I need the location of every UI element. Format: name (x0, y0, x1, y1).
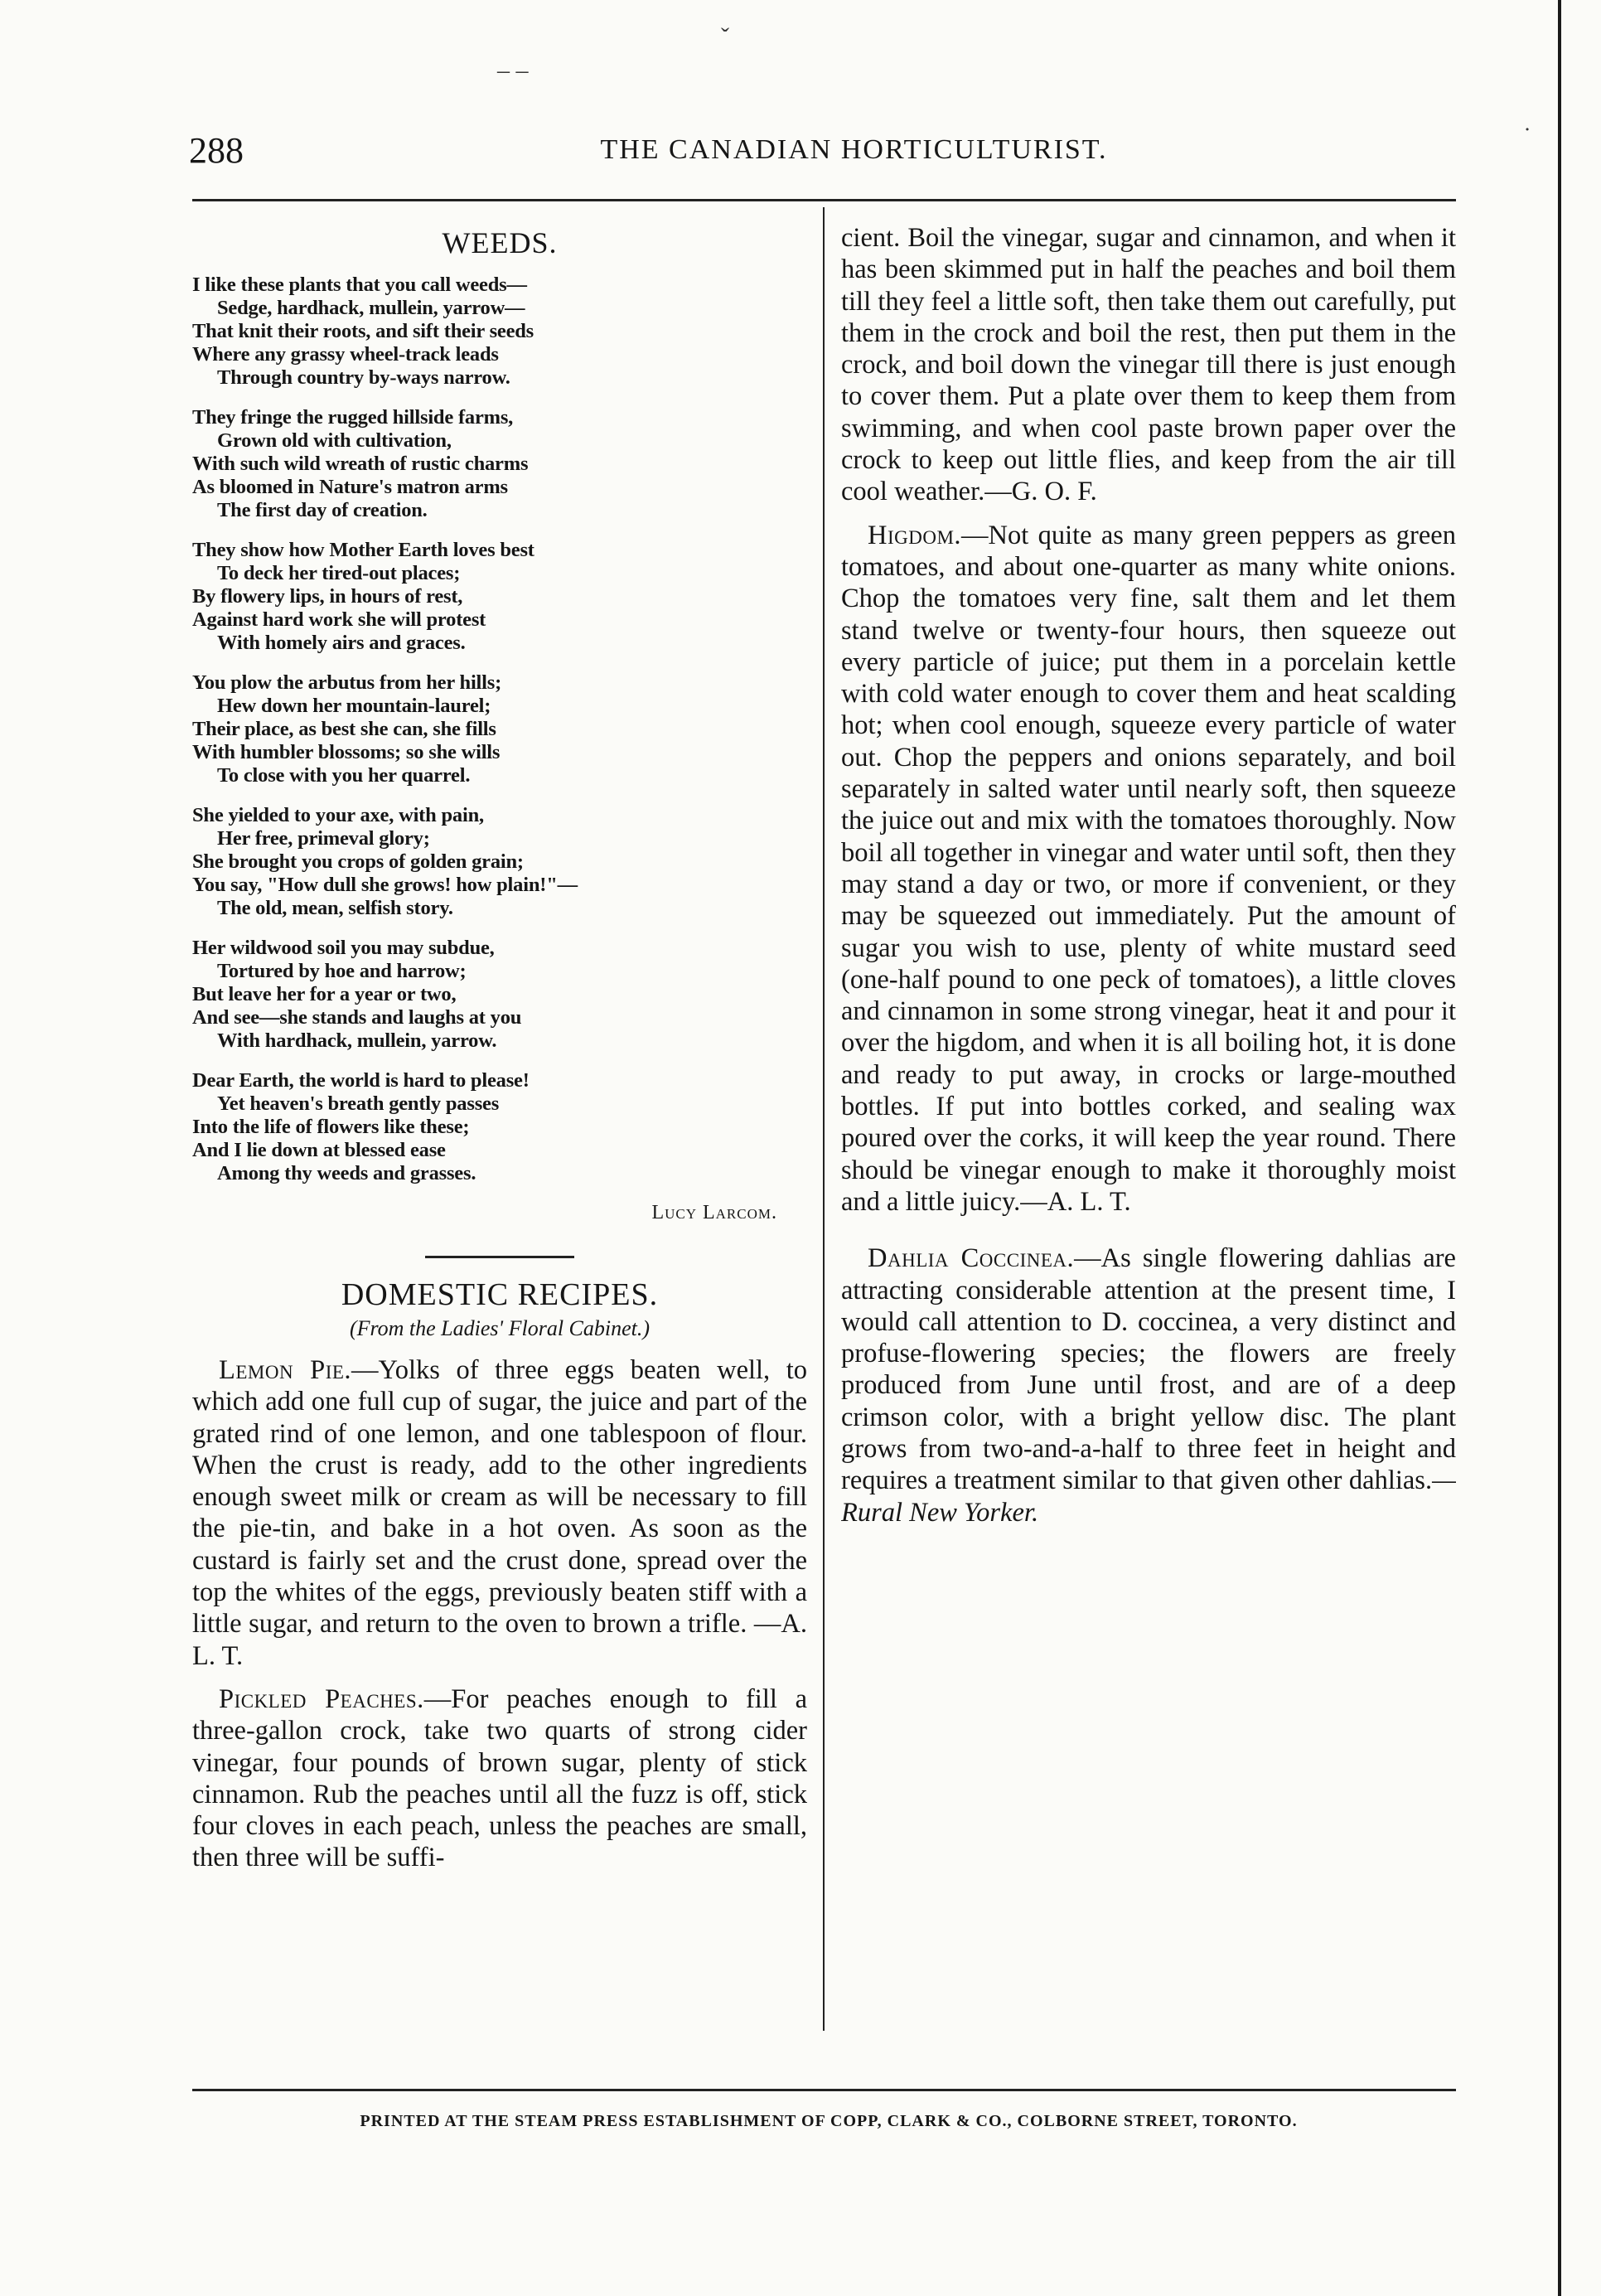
left-column (192, 222, 807, 2013)
poem-line: And see—she stands and laughs at you (192, 1006, 522, 1029)
poem-line: Among thy weeds and grasses. (217, 1162, 476, 1184)
article-dahlia (841, 1242, 1456, 1528)
poem-line: She brought you crops of golden grain; (192, 850, 524, 873)
poem-line: I like these plants that you call weeds— (192, 274, 527, 296)
article-text: —As single flowering dahlias are attracting considerable attention at the present time, I would call attention to D. coccinea, a very distinct and profuse-flowering species; the flowers are freely produced from June until frost, and are of a deep crimson color, with a bright yellow disc. The plant grows from two-and-a-half to three feet in height and requires a treatment similar to that given other dahlias. (841, 1243, 1456, 1496)
poem-line: With such wild wreath of rustic charms (192, 453, 529, 475)
poem-stanza (192, 671, 807, 787)
column-divider (823, 207, 825, 2031)
recipe-pickled-peaches-continued: cient. Boil the vinegar, sugar and cinnamon, and when it has been skimmed put in half the peaches and boil them till they feel a little soft, then take them out carefully, put them in the crock and boil the rest, then put them in the crock, and boil down the vinegar till there is just enough to cover them. Put a plate over them to keep them from swimming, and when cool paste brown paper over the crock to keep out little flies, and keep from the air till cool weather.—G. O. F. (841, 223, 1456, 507)
recipe-heading: Higdom. (868, 520, 962, 550)
recipe-text: —Not quite as many green peppers as green tomatoes, and about one-quarter as many white onions. Chop the tomatoes very fine, salt them and let them stand twelve or twenty-four hours, then squeeze out every particle of juice; put them in a porcelain kettle with cold water enough to cover them and heat scalding hot; when cool enough, squeeze every particle of water out. Chop the peppers and onions separately, and boil separately in salted water until nearly soft, then squeeze the juice out and mix with the tomatoes thoroughly. Now boil all together in vinegar and water until soft, then they may stand a day or two, or more if convenient, or they may be squeezed out immediately. Put the amount of sugar you wish to use, plenty of white mustard seed (one-half pound to one peck of tomatoes), a little cloves and cinnamon in some strong vinegar, heat it and pour it over the higdom, and when it is all boiling hot, it is done and ready to put away, in crocks or large-mouthed bottles. If put into bottles corked, and sealing wax poured over the corks, it will keep the year round. There should be vinegar enough to make it thoroughly moist and a little juicy.—A. L. T. (841, 520, 1456, 1217)
recipe-pickled-peaches (192, 1683, 807, 1874)
poem-line: To deck her tired-out places; (217, 562, 461, 584)
poem-stanza (192, 274, 807, 390)
poem-line: The first day of creation. (217, 499, 428, 521)
poem-line: Tortured by hoe and harrow; (217, 960, 467, 982)
poem-line: Where any grassy wheel-track leads (192, 343, 499, 366)
poem-body (192, 274, 807, 1185)
poem-line: But leave her for a year or two, (192, 983, 457, 1005)
page-header (189, 129, 1453, 179)
poem-line: With hardhack, mullein, yarrow. (217, 1029, 497, 1052)
poem-line: Sedge, hardhack, mullein, yarrow— (217, 297, 525, 319)
poem-line: Against hard work she will protest (192, 608, 486, 631)
poem-author: Lucy Larcom. (651, 1202, 777, 1223)
article-credit: —Rural New Yorker. (841, 1465, 1456, 1528)
poem-line: Through country by-ways narrow. (217, 366, 510, 389)
poem-line: And I lie down at blessed ease (192, 1139, 446, 1161)
poem-line: Her wildwood soil you may subdue, (192, 937, 495, 959)
section-title: DOMESTIC RECIPES. (341, 1277, 659, 1312)
section-divider (425, 1256, 574, 1258)
running-title: THE CANADIAN HORTICULTURIST. (600, 134, 1108, 165)
poem-stanza (192, 937, 807, 1053)
header-rule (192, 199, 1456, 201)
scan-edge-right (1558, 0, 1561, 2296)
poem-line: Grown old with cultivation, (217, 429, 452, 452)
poem-line: With homely airs and graces. (217, 632, 466, 654)
poem-line: That knit their roots, and sift their seeds (192, 320, 534, 342)
poem-stanza (192, 406, 807, 522)
poem-line: She yielded to your axe, with pain, (192, 804, 484, 826)
article-heading: Dahlia Coccinea. (868, 1243, 1075, 1274)
recipe-heading: Pickled Peaches. (219, 1683, 424, 1714)
recipe-text: —Yolks of three eggs beaten well, to which add one full cup of sugar, the juice and part of the grated rind of one lemon, and one tablespoon of flour. When the crust is ready, add to the other ingredients enough sweet milk or cream as will be necessary to fill the pie-tin, and bake in a hot oven. As soon as the custard is fairly set and the crust done, spread over the top the whites of the eggs, previously beaten stiff with a little sugar, and return to the oven to brown a trifle. —A. L. T. (192, 1355, 807, 1671)
poem-line: Dear Earth, the world is hard to please! (192, 1069, 530, 1092)
poem-line: With humbler blossoms; so she wills (192, 741, 501, 763)
poem-line: To close with you her quarrel. (217, 764, 471, 787)
poem-stanza (192, 804, 807, 920)
poem-line: By flowery lips, in hours of rest, (192, 585, 463, 608)
poem-stanza (192, 1069, 807, 1185)
poem-line: Her free, primeval glory; (217, 827, 430, 850)
footer-rule (192, 2089, 1456, 2091)
printer-imprint: PRINTED AT THE STEAM PRESS ESTABLISHMENT OF COPP, CLARK & CO., COLBORNE STREET, TORONTO. (360, 2112, 1298, 2130)
poem-line: They show how Mother Earth loves best (192, 539, 534, 561)
poem-stanza (192, 539, 807, 655)
page-number: 288 (189, 130, 244, 171)
right-column (841, 222, 1456, 2013)
poem-line: Hew down her mountain-laurel; (217, 695, 491, 717)
recipe-higdom (841, 520, 1456, 1218)
scan-mark: – – (497, 56, 529, 84)
recipe-heading: Lemon Pie. (219, 1355, 352, 1385)
recipe-text: —For peaches enough to fill a three-gallon crock, take two quarts of strong cider vinegar, four pounds of brown sugar, plenty of stick cinnamon. Rub the peaches until all the fuzz is off, stick four cloves in each peach, unless the peaches are small, then three will be suffi- (192, 1683, 807, 1873)
poem-line: You plow the arbutus from her hills; (192, 671, 502, 694)
scan-mark: ˇ (721, 23, 729, 51)
scan-mark: ˙ (1523, 123, 1531, 150)
poem-line: Into the life of flowers like these; (192, 1116, 470, 1138)
recipe-lemon-pie (192, 1354, 807, 1672)
poem-line: As bloomed in Nature's matron arms (192, 476, 508, 498)
section-source: (From the Ladies' Floral Cabinet.) (349, 1316, 651, 1340)
poem-line: Yet heaven's breath gently passes (217, 1092, 500, 1115)
poem-line: The old, mean, selfish story. (217, 897, 453, 919)
poem-line: They fringe the rugged hillside farms, (192, 406, 514, 429)
poem-line: You say, "How dull she grows! how plain!"— (192, 874, 578, 896)
poem-line: Their place, as best she can, she fills (192, 718, 496, 740)
poem-title: WEEDS. (442, 226, 558, 259)
